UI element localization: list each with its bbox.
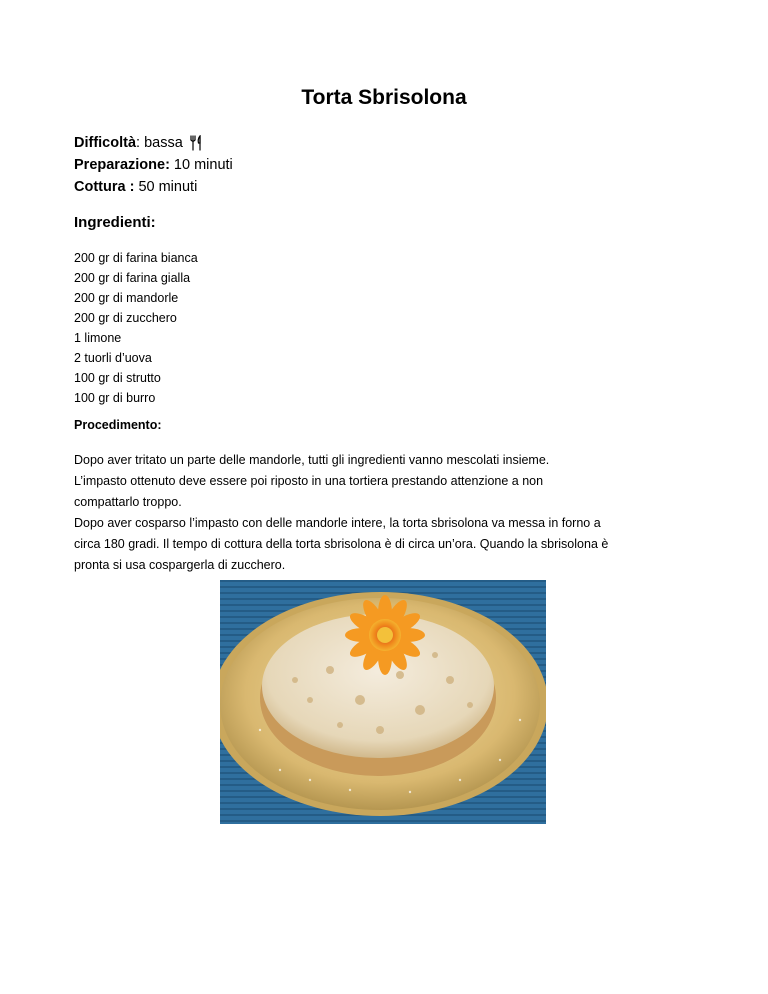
prep-value: 10 minuti [169, 157, 233, 173]
procedure-line: L’impasto ottenuto deve essere poi riposto in una tortiera prestando attenzione a non [74, 474, 544, 488]
difficulty-label: Difficoltà [74, 135, 137, 151]
procedure-line: circa 180 gradi. Il tempo di cottura della torta sbrisolona è di circa un’ora. Quando la sbrisolona è [74, 537, 609, 551]
procedure-line: pronta si usa cospargerla di zucchero. [74, 558, 286, 572]
difficulty-row [74, 132, 233, 154]
procedure-line: Dopo aver cosparso l’impasto con delle mandorle intere, la torta sbrisolona va messa in forno a [74, 516, 601, 530]
procedure-line: Dopo aver tritato un parte delle mandorle, tutti gli ingredienti vanno mescolati insieme. [74, 453, 550, 467]
ingredients-list [74, 248, 198, 408]
procedure-line: compattarlo troppo. [74, 495, 182, 509]
list-item: 200 gr di farina bianca [74, 251, 198, 265]
recipe-meta [74, 132, 233, 198]
list-item: 200 gr di mandorle [74, 291, 179, 305]
procedure-heading: Procedimento: [74, 418, 162, 432]
ingredients-heading: Ingredienti: [74, 214, 156, 231]
list-item: 200 gr di zucchero [74, 311, 177, 325]
prep-row [74, 154, 233, 176]
cake-photo [220, 580, 546, 824]
procedure-text [74, 450, 694, 576]
list-item: 100 gr di burro [74, 391, 156, 405]
cook-row [74, 176, 233, 198]
cook-label: Cottura : [74, 179, 135, 195]
prep-label: Preparazione: [74, 157, 170, 173]
page-title: Torta Sbrisolona [301, 86, 467, 109]
list-item: 2 tuorli d’uova [74, 351, 152, 365]
cake-illustration [220, 580, 546, 824]
list-item: 1 limone [74, 331, 122, 345]
cook-value: 50 minuti [134, 179, 198, 195]
difficulty-value: : bassa [136, 135, 183, 151]
list-item: 200 gr di farina gialla [74, 271, 191, 285]
list-item: 100 gr di strutto [74, 371, 161, 385]
fork-knife-icon [189, 135, 203, 151]
